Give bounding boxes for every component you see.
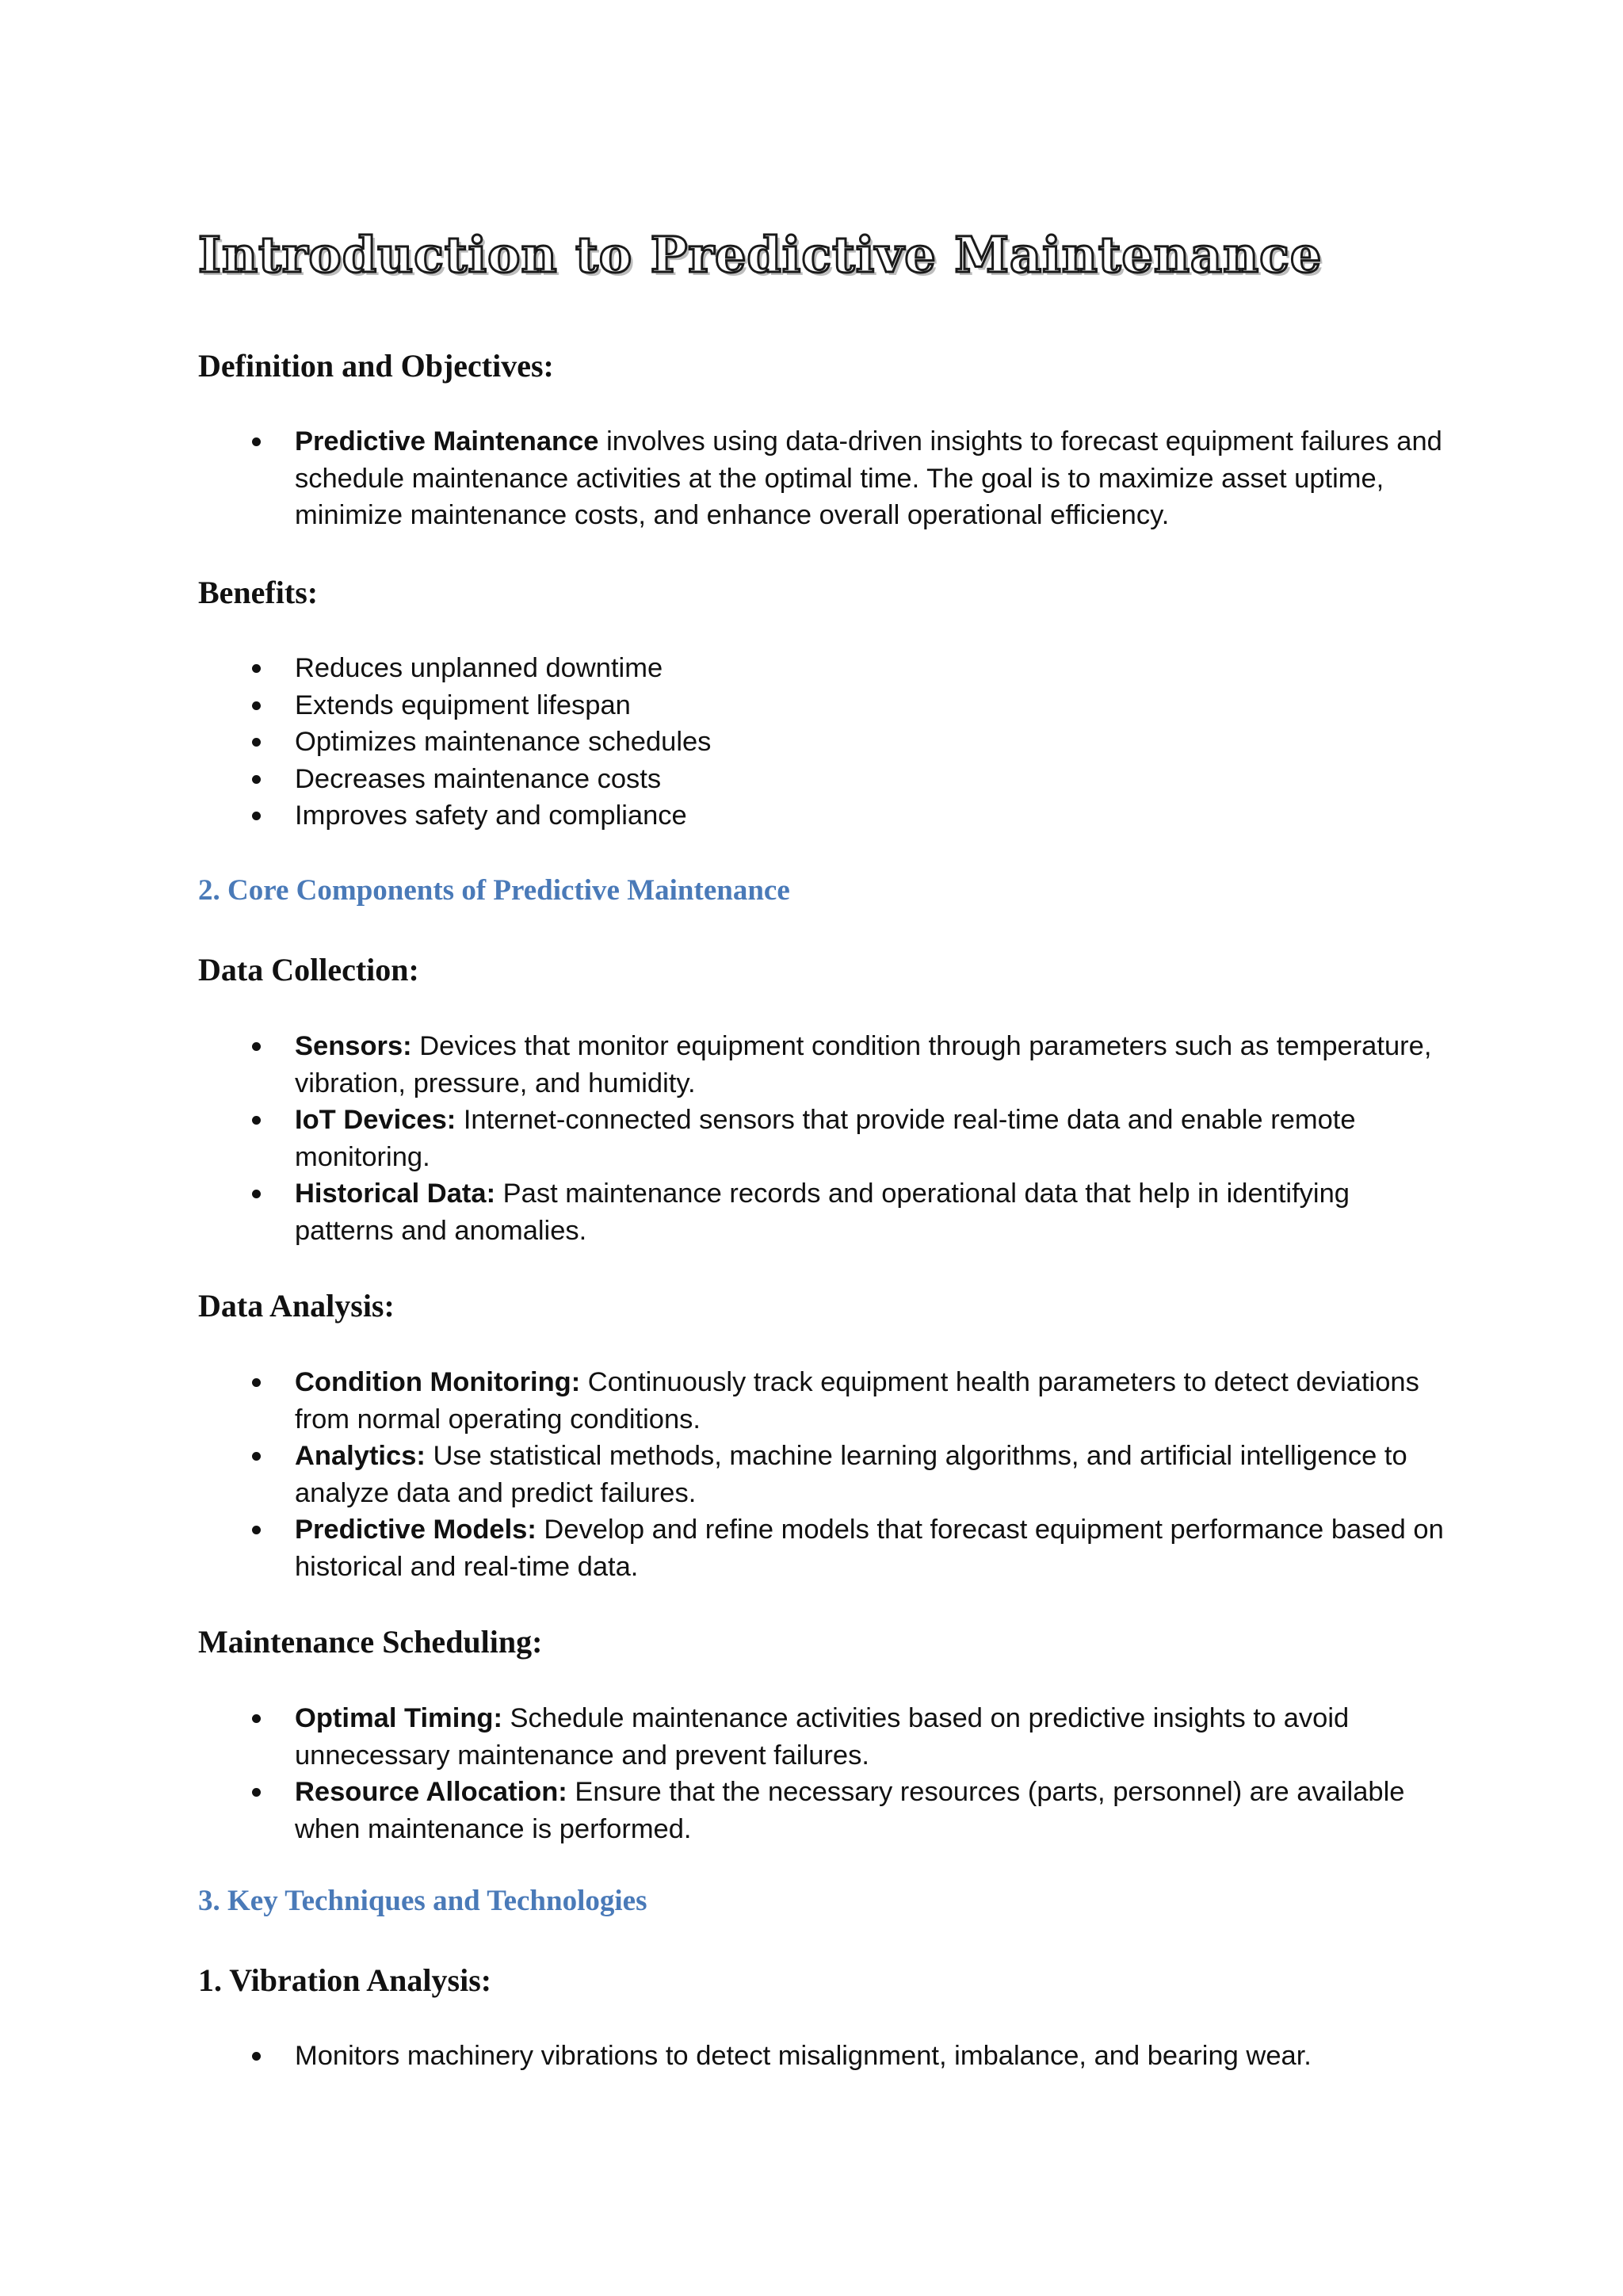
list-item: Monitors machinery vibrations to detect misalignment, imbalance, and bearing wear. [0,2038,1452,2075]
maintenance-scheduling-heading: Maintenance Scheduling: [198,1624,543,1660]
list-item-text: Schedule maintenance activities based on predictive insights to avoid unnecessary maintenance and prevent failures. [295,1703,1350,1771]
list-item: Optimizes maintenance schedules [0,724,1452,761]
list-item-term: Optimal Timing: [295,1703,502,1733]
list-item-term: Historical Data: [295,1179,496,1209]
list-item [0,423,1452,534]
list-item-term: Analytics: [295,1441,426,1471]
vibration-analysis-heading: 1. Vibration Analysis: [198,1962,492,1998]
data-collection-heading: Data Collection: [198,952,419,988]
benefits-heading: Benefits: [198,575,319,610]
list-item-term: Sensors: [295,1031,412,1061]
list-item-text: involves using data-driven insights to forecast equipment failures and schedule maintenance activities at the optimal time. The goal is to maximize asset uptime, minimize maintenance costs, and enhance overall operational efficiency. [295,426,1442,530]
benefits-list [0,650,1623,835]
section-2-heading: 2. Core Components of Predictive Maintenance [198,874,790,907]
list-item-term: IoT Devices: [295,1105,456,1135]
list-item [0,1102,1452,1175]
vibration-analysis-list [0,2038,1623,2075]
list-item [0,1774,1452,1847]
list-item-text: Internet-connected sensors that provide real-time data and enable remote monitoring. [295,1105,1356,1172]
list-item-text: Continuously track equipment health parameters to detect deviations from normal operating conditions. [295,1367,1419,1435]
list-item: Decreases maintenance costs [0,761,1452,798]
list-item-term: Resource Allocation: [295,1777,567,1807]
list-item-term: Predictive Maintenance [295,426,599,457]
list-item-text: Past maintenance records and operational data that help in identifying patterns and anomalies. [295,1179,1350,1246]
list-item-text: Ensure that the necessary resources (parts, personnel) are available when maintenance is performed. [295,1777,1405,1844]
maintenance-scheduling-list [0,1700,1623,1847]
data-collection-list [0,1028,1623,1249]
data-analysis-list [0,1364,1623,1585]
list-item: Extends equipment lifespan [0,687,1452,724]
list-item [0,1511,1452,1585]
list-item-term: Predictive Models: [295,1515,537,1545]
list-item-text: Devices that monitor equipment condition through parameters such as temperature, vibration, pressure, and humidity. [295,1031,1432,1098]
list-item [0,1175,1452,1249]
list-item: Reduces unplanned downtime [0,650,1452,687]
document-title: Introduction to Predictive Maintenance [198,226,1323,284]
list-item [0,1438,1452,1511]
list-item-text: Use statistical methods, machine learning algorithms, and artificial intelligence to analyze data and predict failures. [295,1441,1407,1508]
list-item [0,1700,1452,1774]
list-item [0,1028,1452,1102]
definition-list [0,423,1623,534]
list-item-term: Condition Monitoring: [295,1367,581,1397]
list-item: Improves safety and compliance [0,797,1452,835]
definition-heading: Definition and Objectives: [198,348,554,384]
section-3-heading: 3. Key Techniques and Technologies [198,1885,647,1917]
list-item [0,1364,1452,1438]
data-analysis-heading: Data Analysis: [198,1288,395,1324]
list-item-text: Develop and refine models that forecast equipment performance based on historical and real-time data. [295,1515,1444,1582]
